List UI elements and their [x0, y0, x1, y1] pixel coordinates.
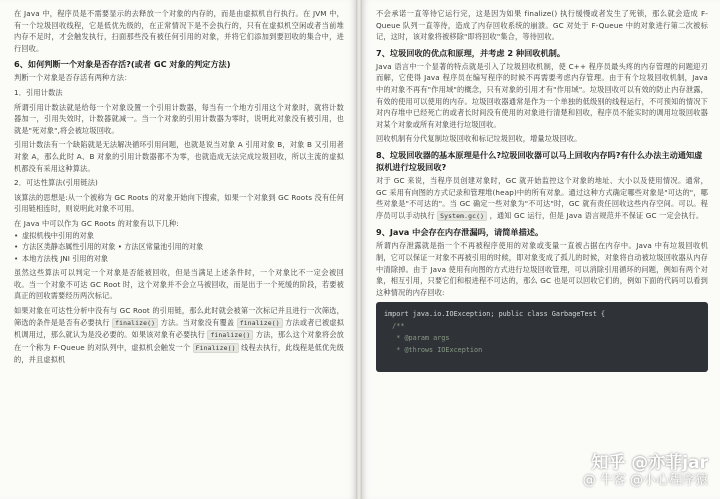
list-item: • 虚拟机栈中引用的对象	[14, 230, 344, 242]
paragraph: 引用计数法有一个缺陷就是无法解决循环引用问题，也就是说当对象 A 引用对象 B，对象 B 又引用者对象 A，那么此时 A、B 对象的引用计数器都不为零，也就造成无法完成垃圾回收，所以主流的虚拟机都没有采用这种算法。	[14, 140, 344, 173]
intro-paragraph: 在 Java 中，程序员是不需要显示的去释放一个对象的内存的，而是由虚拟机自行执行。在 JVM 中，有一个垃圾回收线程，它是低优先级的，在正常情况下是不会执行的，只有在虚拟机空闲或者当前堆内存不足时，才会触发执行，扫面那些没有被任何引用的对象，并将它们添加到要回收的集合中，进行回收。	[14, 9, 344, 53]
section-7-heading: 7、垃圾回收的优点和原理，并考虑 2 种回收机制。	[376, 47, 566, 58]
watermark	[583, 453, 708, 489]
paragraph: 虽然这些算法可以判定一个对象是否能被回收，但是当满足上述条件时，一个对象比不一定会被回收。当一个对象不可达 GC Root 时，这个对象并不会立马被回收，而是出于一个死缓的阶段，若要被真正的回收需要经历两次标记。	[14, 268, 344, 301]
right-page	[362, 0, 720, 499]
text-run: 对于 GC 来说，当程序员创建对象时，GC 就开始监控这个对象的地址、大小以及使用情况。通常，GC 采用有向图的方式记录和管理堆(heap)中的所有对象。通过这种方式确定哪些对象是"可达的"，哪些对象是"不可达的"。当 GC 确定一些对象为"不可达"时，GC 就有责任回收这些内存空间。可以。程序员可以手动执行	[376, 175, 708, 220]
left-page	[0, 0, 356, 499]
code-block	[376, 302, 708, 372]
text-run: ，通知 GC 运行，但是 Java 语言规范并不保证 GC 一定会执行。	[489, 210, 704, 220]
list-item: • 方法区类静态属性引用的对象 • 方法区常量池引用的对象	[14, 241, 344, 253]
watermark-line: 知乎 @亦菲jar	[591, 453, 708, 473]
paragraph: 判断一个对象是否存活有两种方法：	[14, 73, 132, 83]
text-run: 方法，那么这个对象将会放在一个称为 F-Queue 的对队列中，虚拟机会触发一个	[14, 330, 345, 352]
paragraph: Java 语言中一个显著的特点就是引入了垃圾回收机制，使 C++ 程序员最头疼的内存管理的问题迎刃而解，它使得 Java 程序员在编写程序的时候不再需要考虑内存管理。由于有个垃圾回收机制，Java 中的对象不再有"作用域"的概念，只有对象的引用才有"作用域"。垃圾回收可以有效的防止内存泄露，有效的使用可以使用的内存。垃圾回收器通常是作为一个单独的低级别的线程运行，不可预知的情况下对内存堆中已经死亡的或者长时间没有使用的对象进行清楚和回收，程序员不能实时的调用垃圾回收器对某个对象或所有对象进行垃圾回收。	[376, 61, 708, 129]
subheading-reachability: 2．可达性算法(引用链法)	[14, 178, 99, 188]
text-run: 线程去执行，此线程是低优先级的，并且虚拟机	[14, 342, 345, 365]
code-line: * @throws IOException	[384, 346, 483, 355]
paragraph: 所谓内存泄露就是指一个不再被程序使用的对象或变量一直被占据在内存中。Java 中有垃圾回收机制，它可以保证一对象不再被引用的时候，即对象变成了孤儿的时候，对象将自动被垃圾回收器从内存中清除掉。由于 Java 使用有向图的方式进行垃圾回收管理，可以消除引用循环的问题，例如有两个对象，相互引用，只要它们和根进程不可达的，那么 GC 也是可以回收它们的，例如下面的代码可以看到这种情况的内存回收:	[376, 241, 708, 297]
paragraph: 该算法的思想是:从一个被称为 GC Roots 的对象开始向下搜索，如果一个对象到 GC Roots 没有任何引用链相连时，则说明此对象不可用。	[14, 192, 344, 214]
watermark-line: @ 牛客 @小心程序猿	[582, 473, 708, 488]
inline-code: Finalize()	[193, 343, 239, 353]
inline-code: System.gc()	[437, 211, 487, 221]
text-run: 方法。当对象没有覆盖	[160, 317, 235, 327]
code-line: * @param args	[384, 334, 450, 343]
text-run: 如果对象在可达性分析中没有与 GC Root 的引用链，那么此时就会被第一次标记并且进行一次筛选，筛选的条件是是否有必要执行	[14, 306, 344, 327]
inline-code: finalize()	[207, 330, 253, 340]
list-item: • 本地方法栈 JNI 引用的对象	[14, 253, 344, 265]
section-6-heading: 6、如何判断一个对象是否存活?(或者 GC 对象的判定方法)	[14, 59, 231, 70]
section-8-heading: 8、垃圾回收器的基本原理是什么?垃圾回收器可以马上回收内存吗?有什么办法主动通知虚拟机进行垃圾回收?	[376, 149, 703, 172]
paragraph: 在 Java 中可以作为 GC Roots 的对象有以下几种:	[14, 218, 179, 228]
code-line: /**	[384, 322, 405, 331]
finalize-paragraph	[14, 305, 344, 366]
section-9-heading: 9、Java 中会存在内存泄漏吗，请简单描述。	[376, 227, 544, 238]
text-run: 方法或者已被虚拟机调用过，那么就认为是没必要的。如果该对象有必要执行	[14, 317, 345, 340]
inline-code: finalize()	[112, 318, 158, 328]
gc-paragraph	[376, 175, 708, 222]
code-line: import java.io.IOException; public class GarbageTest {	[384, 310, 605, 319]
paragraph: 回收机制有分代复制垃圾回收和标记垃圾回收，增量垃圾回收。	[376, 134, 582, 144]
paragraph: 不会承诺一直等待它运行完，这是因为如果 finalize() 执行缓慢或者发生了死锁，那么就会造成 F-Queue 队列一直等待，造成了内存回收系统的崩溃。GC 对处于 F-Queue 中的对象进行第二次被标记，这时，该对象将被移除"即将回收"集合，等待回收。	[376, 9, 708, 42]
paragraph: 所谓引用计数法就是给每一个对象设置一个引用计数器，每当有一个地方引用这个对象时，就将计数器加一，引用失效时，计数器就减一。当一个对象的引用计数器为零时，说明此对象没有被引用，也就是"死对象",将会被垃圾回收。	[14, 102, 344, 135]
inline-code: finalize()	[237, 318, 283, 328]
subheading-reference-counting: 1．引用计数法	[14, 87, 63, 97]
